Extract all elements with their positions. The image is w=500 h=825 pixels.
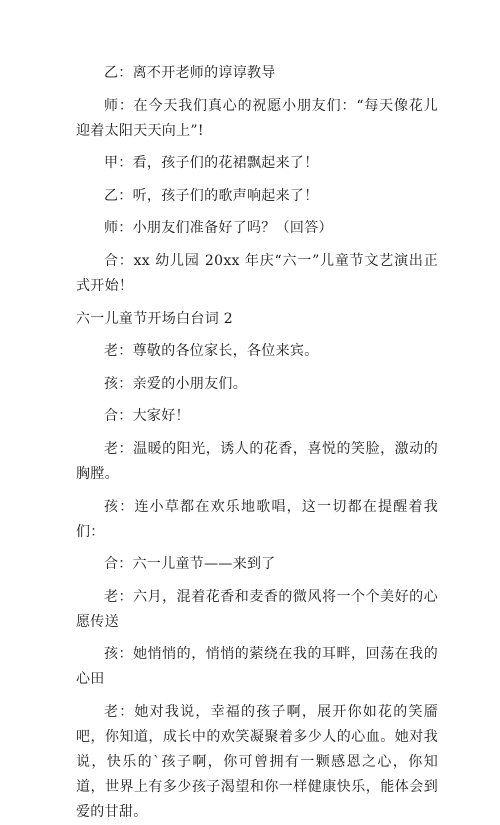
paragraph-lao-sunshine: 老：温暖的阳光，诱人的花香，喜悦的笑脸，激动的胸膛。 bbox=[76, 440, 438, 482]
paragraph-shi-ready: 师：小朋友们准备好了吗？（回答） bbox=[104, 220, 333, 237]
paragraph-yi-teacher-guidance: 乙：离不开老师的谆谆教导 bbox=[104, 65, 276, 81]
paragraph-he-hello: 合：大家好！ bbox=[104, 408, 190, 425]
paragraph-hai-friends: 孩：亲爱的小朋友们。 bbox=[104, 375, 247, 392]
paragraph-yi-songs: 乙：听，孩子们的歌声响起来了！ bbox=[104, 187, 319, 204]
paragraph-he-childrens-day: 合：六一儿童节——来到了 bbox=[104, 556, 276, 573]
paragraph-lao-greeting: 老：尊敬的各位家长，各位来宾。 bbox=[104, 343, 319, 360]
document-body bbox=[76, 61, 438, 825]
paragraph-hai-whisper: 孩：她悄悄的，悄悄的萦绕在我的耳畔，回荡在我的心田 bbox=[76, 646, 438, 688]
paragraph-jia-skirts: 甲：看，孩子们的花裙飘起来了！ bbox=[104, 155, 319, 172]
paragraph-lao-june: 老：六月，混着花香和麦香的微风将一个个美好的心愿传送 bbox=[76, 588, 438, 630]
paragraph-shi-wish: 师：在今天我们真心的祝愿小朋友们：“每天像花儿迎着太阳天天向上”! bbox=[76, 97, 438, 139]
paragraph-he-start: 合：xx 幼儿园 20xx 年庆“六一”儿童节文艺演出正式开始！ bbox=[76, 252, 438, 294]
section-heading: 六一儿童节开场白台词 2 bbox=[76, 310, 233, 327]
paragraph-lao-happy-child: 老：她对我说，幸福的孩子啊，展开你如花的笑靥吧，你知道，成长中的欢笑凝聚着多少人的心血。她对我说，快乐的`孩子啊，你可曾拥有一颗感恩之心，你知道，世界上有多少孩子渴望和你一样健康快乐，能体会到爱的甘甜。 bbox=[76, 703, 438, 820]
paragraph-hai-grass: 孩：连小草都在欢乐地歌唱，这一切都在提醒着我们： bbox=[76, 498, 438, 540]
